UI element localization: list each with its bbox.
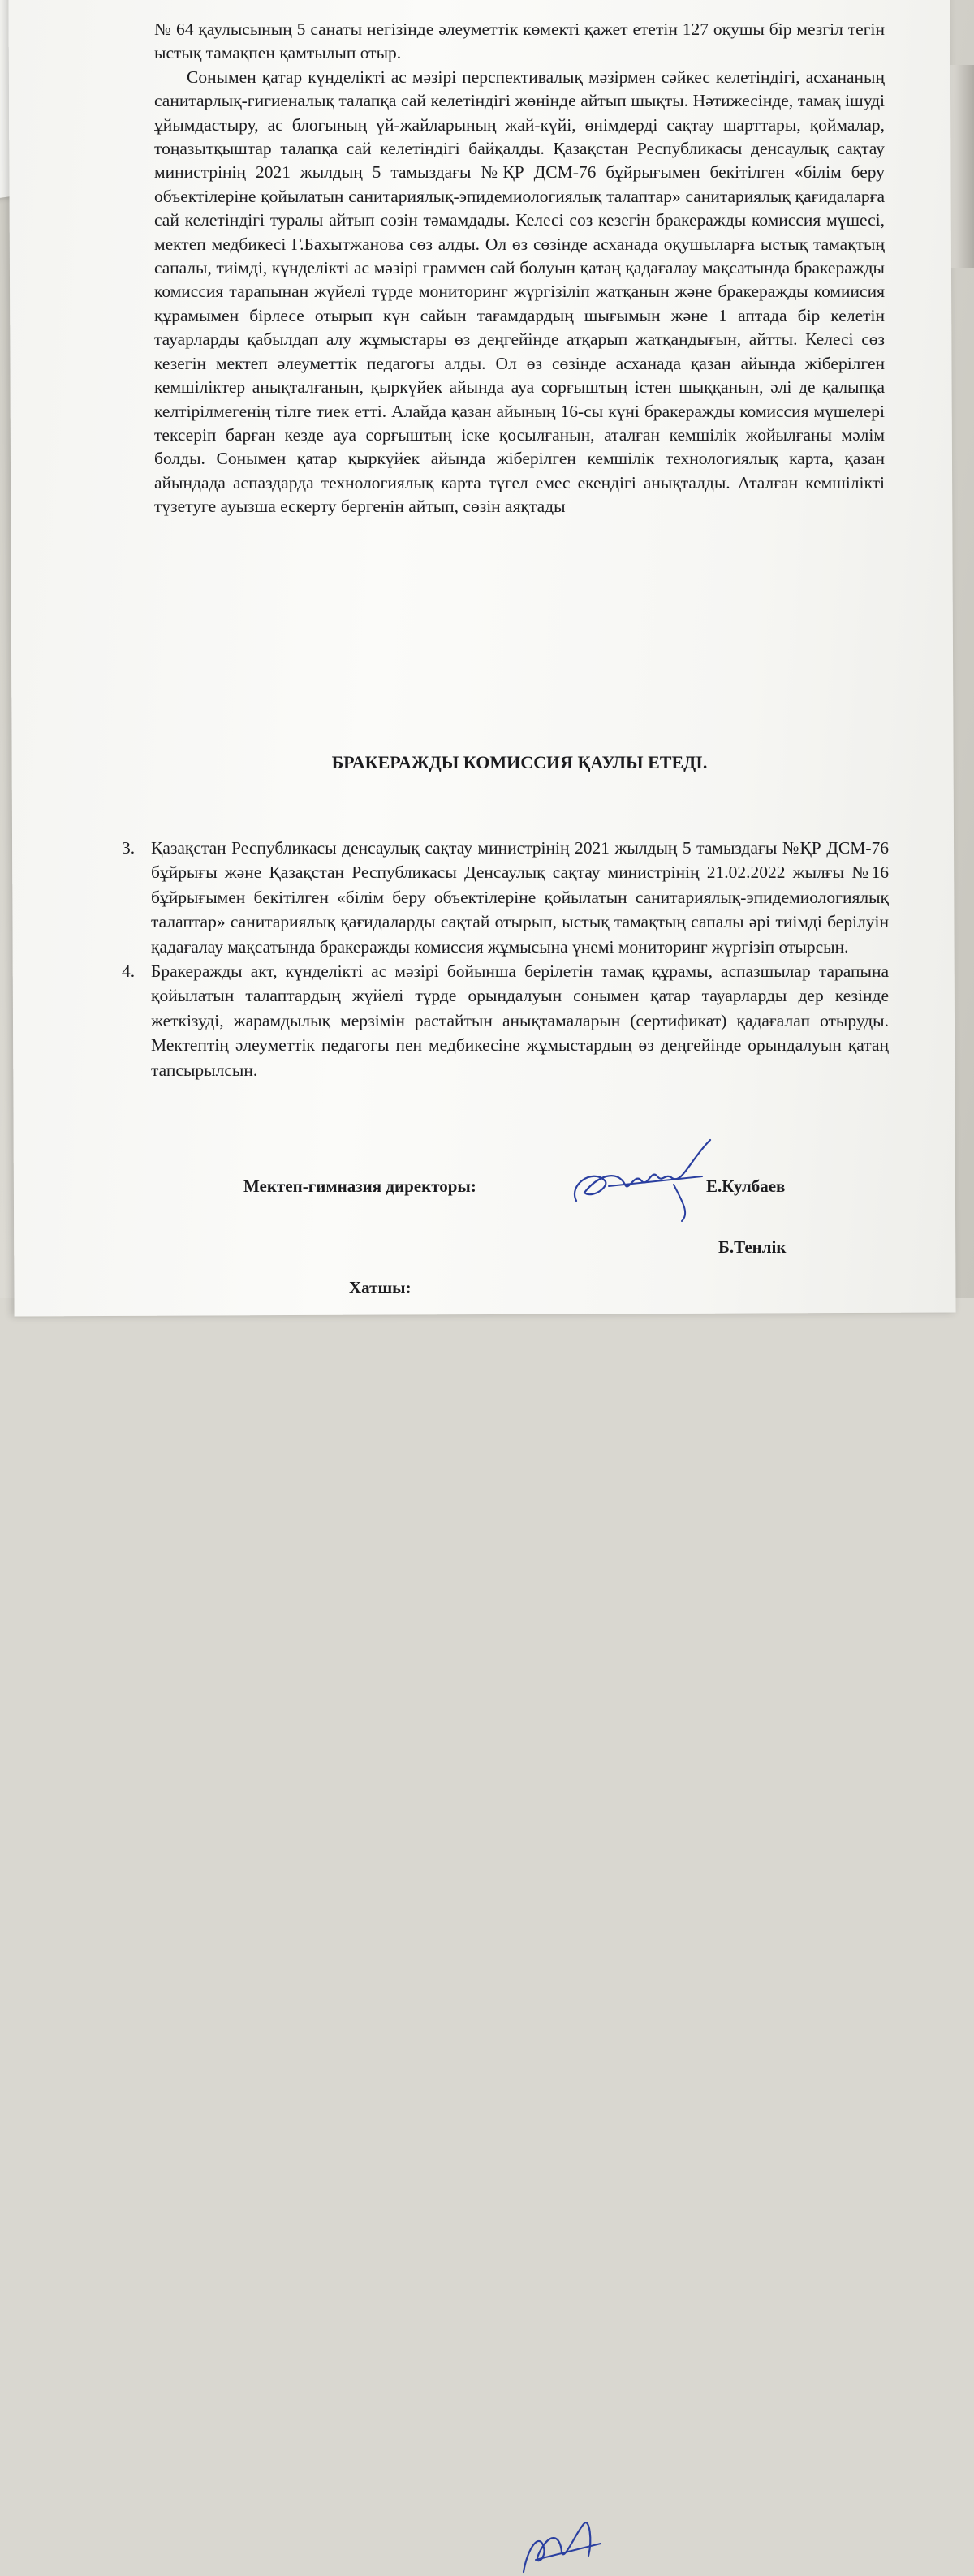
director-signature [560, 1136, 722, 1225]
body-paragraph-2: Сонымен қатар күнделікті ас мәзірі перспективалық мәзірмен сәйкес келетіндігі, асхананың санитарлық-гигиеналық талапқа сай келетіндігі жөнінде айтып шықты. Нәтижесінде, тамақ ішуді ұйымдастыру, ас блогының үй-жайларының жай-күйі, өнімдерді сақтау шарттары, қоймалар, тоңазытқыштар талапқа сай келетіндігі байқалды. Қазақстан Республикасы денсаулық сақтау министрінің 2021 жылдың 5 тамыздағы №ҚР ДСМ-76 бұйрығымен бекітілген «білім беру объектілеріне қойылатын санитариялық-эпидемиологиялық талаптар» санитариялық қағидаларға сай келетіндігі туралы айтып сөзін тәмамдады. Келесі сөз кезегін бракеражды комиссия мүшесі, мектеп медбикесі Г.Бахытжанова сөз алды. Ол өз сөзінде асханада оқушыларға ыстық тамақтың сапалы, тиімді, күнделікті ас мәзірі граммен сай болуын қатаң қадағалау мақсатында бракеражды комиссия тарапынан жүйелі түрде мониторинг жүргізіліп жатқанын және бракеражды комиисия құрамымен бірлесе отырып күн сайын тағамдардың шығымын және 1 аптада бір келетін тауарларды қабылдап алу жұмыстары өз деңгейінде атқарып жатқандығын, айтты. Келесі сөз кезегін мектеп әлеуметтік педагогы алды. Ол өз сөзінде асханада қазан айында жіберілген кемшіліктер анықталғанын, қыркүйек айында ауа сорғыштың істен шыққанын, әлі де қалыпқа келтірілмегенің тілге тиек етті. Алайда қазан айының 16-сы күні бракеражды комиссия мүшелері тексеріп барған кезде ауа сорғыштың іске қосылғанын, аталған кемшілік жойылғаны мәлім болды. Сонымен қатар қыркүйек айында жіберілген кемшілік технологиялық карта, қазан айындада аспаздарда технологиялық карта түгел емес екендігі анықталды. Аталған кемшілікті түзетуге ауызша ескерту бергенін айтып, сөзін аяқтады [154, 67, 885, 517]
secretary-signature [511, 2507, 625, 2576]
decree-item [122, 959, 889, 1082]
decree-item-text: Бракеражды акт, күнделікті ас мәзірі бойынша берілетін тамақ құрамы, аспазшылар тарапына қойылатын талаптардың жүйелі түрде орындалуын сонымен қатар тауарларды дер кезінде жеткізуді, жарамдылық мерзімін растайтын анықтамаларын (сертификат) қадағалап отыруды. Мектептің әлеуметтік педагогы пен медбикесіне жұмыстардың өз деңгейінде орындалуын қатаң тапсырылсын. [151, 961, 889, 1080]
decree-item [122, 836, 889, 959]
signature-role: Хатшы: [349, 1278, 412, 1297]
decree-item-number: 3. [122, 838, 136, 858]
document-body [154, 18, 885, 519]
body-paragraph-1: № 64 қаулысының 5 санаты негізінде әлеуметтік көмекті қажет ететін 127 оқушы бір мезгіл тегін ыстық тамақпен қамтылып отыр. [154, 19, 885, 63]
signature-name: Б.Тенлік [718, 1237, 787, 1257]
signature-role: Мектеп-гимназия директоры: [244, 1176, 476, 1196]
decree-list [122, 836, 889, 1082]
decree-item-number: 4. [122, 961, 136, 982]
decree-item-text: Қазақстан Республикасы денсаулық сақтау министрінің 2021 жылдың 5 тамыздағы №ҚР ДСМ-76 бұйрығы және Қазақстан Республикасы Денсаулық сақтау министрінің 21.02.2022 жылғы №16 бұйрығымен бекітілген «білім беру объектілеріне қойылатын санитариялық-эпидемиологиялық талаптар» санитариялық қағидаларды сақтай отырып, ыстық тамақтың сапалы әрі тиімді берілуін қадағалау мақсатында бракеражды комиссия жұмысына үнемі мониторинг жүргізіп отырсын. [151, 838, 889, 957]
signature-name: Е.Кулбаев [706, 1176, 786, 1196]
decree-heading: БРАКЕРАЖДЫ КОМИССИЯ ҚАУЛЫ ЕТЕДІ. [331, 752, 708, 772]
